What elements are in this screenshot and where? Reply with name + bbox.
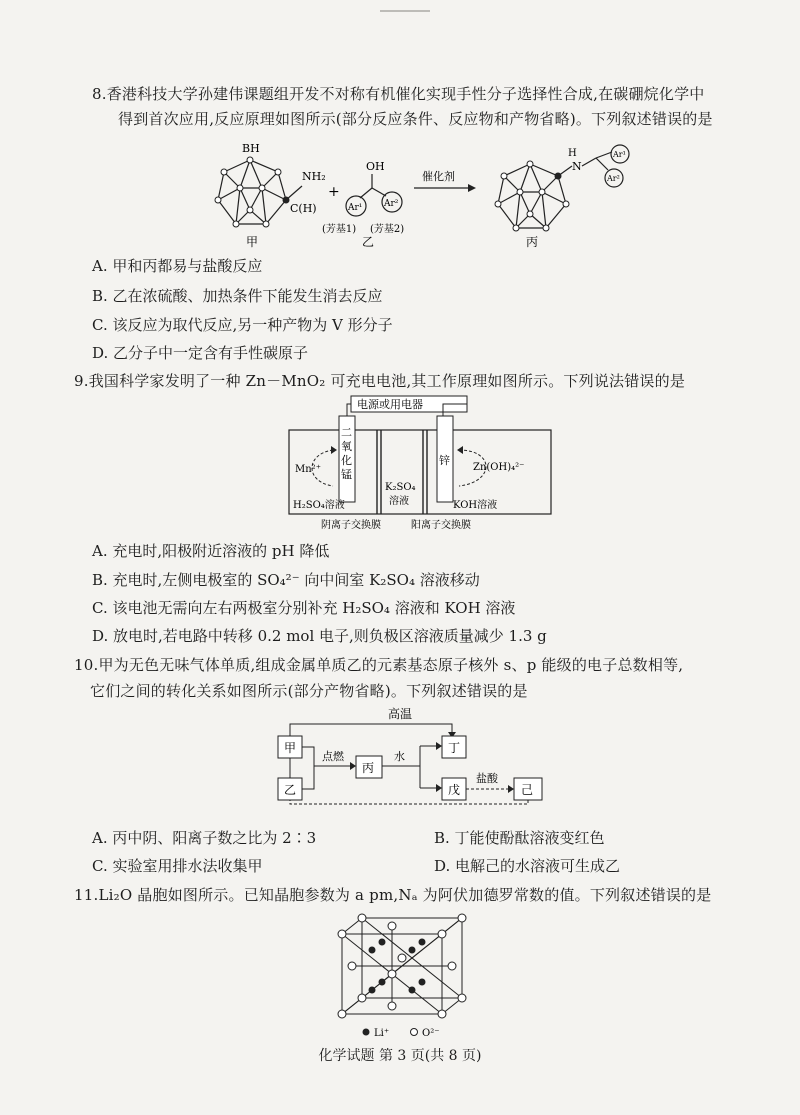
q10-stem-line1: 10.甲为无色无味气体单质,组成金属单质乙的元素基态原子核外 s、p 能级的电子总数相等,	[74, 656, 684, 674]
shui-label: 水	[394, 750, 405, 763]
zincate-label: Zn(OH)₄²⁻	[473, 462, 525, 473]
mid-solution-label-1: K₂SO₄	[385, 482, 416, 493]
legend-li-marker	[363, 1029, 370, 1036]
q10-option-c: C. 实验室用排水法收集甲	[92, 857, 263, 875]
page-footer: 化学试题 第 3 页(共 8 页)	[318, 1048, 482, 1064]
mno2-char-4: 锰	[341, 468, 352, 481]
ch-label: C(H)	[290, 202, 317, 215]
plus-sign: +	[328, 184, 340, 200]
mno2-char-3: 化	[341, 454, 352, 467]
scan-mark	[380, 10, 430, 12]
cation-membrane-label: 阳离子交换膜	[411, 520, 471, 531]
mn-ion-label: Mn²⁺	[295, 464, 321, 475]
nh2-label: NH₂	[302, 170, 326, 183]
gaowen-label: 高温	[388, 707, 413, 721]
bh-label: BH	[242, 142, 260, 155]
aryl1-label: (芳基1)	[322, 224, 357, 235]
label-yi: 乙	[362, 235, 375, 249]
carborane-cage-product	[498, 164, 572, 228]
dianran-label: 点燃	[322, 750, 344, 763]
mno2-char-1: 二	[341, 426, 352, 439]
q10-option-b: B. 丁能使酚酞溶液变红色	[434, 829, 605, 847]
q11-crystal-figure	[330, 912, 480, 1040]
q10-stem-line2: 它们之间的转化关系如图所示(部分产物省略)。下列叙述错误的是	[90, 682, 528, 700]
q9-option-a: A. 充电时,阳极附近溶液的 pH 降低	[92, 542, 330, 560]
product-ar2: Ar²	[607, 174, 620, 183]
carbon-atom-marker	[283, 197, 290, 204]
q9-option-c: C. 该电池无需向左右两极室分别补充 H₂SO₄ 溶液和 KOH 溶液	[92, 599, 516, 617]
label-jia: 甲	[246, 235, 259, 249]
ar2-label: Ar²	[384, 199, 399, 209]
zinc-label: 锌	[439, 454, 450, 467]
h-label: H	[568, 148, 577, 159]
yansuan-label: 盐酸	[476, 772, 498, 785]
q8-option-c: C. 该反应为取代反应,另一种产物为 V 形分子	[92, 316, 393, 334]
q11-stem: 11.Li₂O 晶胞如图所示。已知晶胞参数为 a pm,Nₐ 为阿伏加德罗常数的值。下列叙述错误的是	[74, 886, 712, 904]
q8-reaction-figure	[200, 140, 640, 250]
q8-option-b: B. 乙在浓硫酸、加热条件下能发生消去反应	[92, 287, 383, 305]
q9-option-d: D. 放电时,若电路中转移 0.2 mol 电子,则负极区溶液质量减少 1.3 g	[92, 627, 547, 645]
oh-label: OH	[366, 160, 385, 173]
anion-membrane-label: 阴离子交换膜	[321, 520, 381, 531]
svg-text:己: 己	[521, 783, 534, 797]
catalyst-label: 催化剂	[422, 170, 455, 183]
svg-text:甲: 甲	[284, 741, 297, 755]
aryl2-label: (芳基2)	[370, 224, 405, 235]
mno2-char-2: 氧	[341, 440, 352, 453]
legend-o-marker	[411, 1029, 418, 1036]
q10-flow-figure	[270, 706, 570, 806]
mid-solution-label-2: 溶液	[389, 496, 409, 507]
svg-text:乙: 乙	[284, 783, 297, 797]
legend-li-label: Li⁺	[374, 1028, 390, 1039]
svg-text:丙: 丙	[362, 761, 375, 775]
q9-stem: 9.我国科学家发明了一种 Zn－MnO₂ 可充电电池,其工作原理如图所示。下列说法错误的是	[74, 372, 686, 390]
q10-option-a: A. 丙中阴、阳离子数之比为 2∶3	[92, 829, 317, 847]
left-solution-label: H₂SO₄溶液	[293, 500, 345, 511]
q9-battery-figure	[285, 394, 555, 534]
q8-stem-line1: 8.香港科技大学孙建伟课题组开发不对称有机催化实现手性分子选择性合成,在碳硼烷化学中	[92, 85, 705, 103]
q8-option-a: A. 甲和丙都易与盐酸反应	[92, 257, 263, 275]
right-solution-label: KOH溶液	[453, 500, 498, 511]
q8-option-d: D. 乙分子中一定含有手性碳原子	[92, 344, 309, 362]
product-ar1: Ar¹	[613, 150, 626, 159]
q10-option-d: D. 电解己的水溶液可生成乙	[434, 857, 621, 875]
ar1-label: Ar¹	[348, 203, 363, 213]
label-bing: 丙	[526, 235, 539, 249]
n-label: N	[572, 160, 582, 173]
q8-stem-line2: 得到首次应用,反应原理如图所示(部分反应条件、反应物和产物省略)。下列叙述错误的是	[118, 110, 713, 128]
legend-o-label: O²⁻	[422, 1028, 440, 1039]
power-label: 电源或用电器	[357, 398, 423, 411]
svg-text:丁: 丁	[448, 741, 461, 755]
svg-text:戊: 戊	[448, 783, 461, 797]
q9-option-b: B. 充电时,左侧电极室的 SO₄²⁻ 向中间室 K₂SO₄ 溶液移动	[92, 571, 480, 589]
